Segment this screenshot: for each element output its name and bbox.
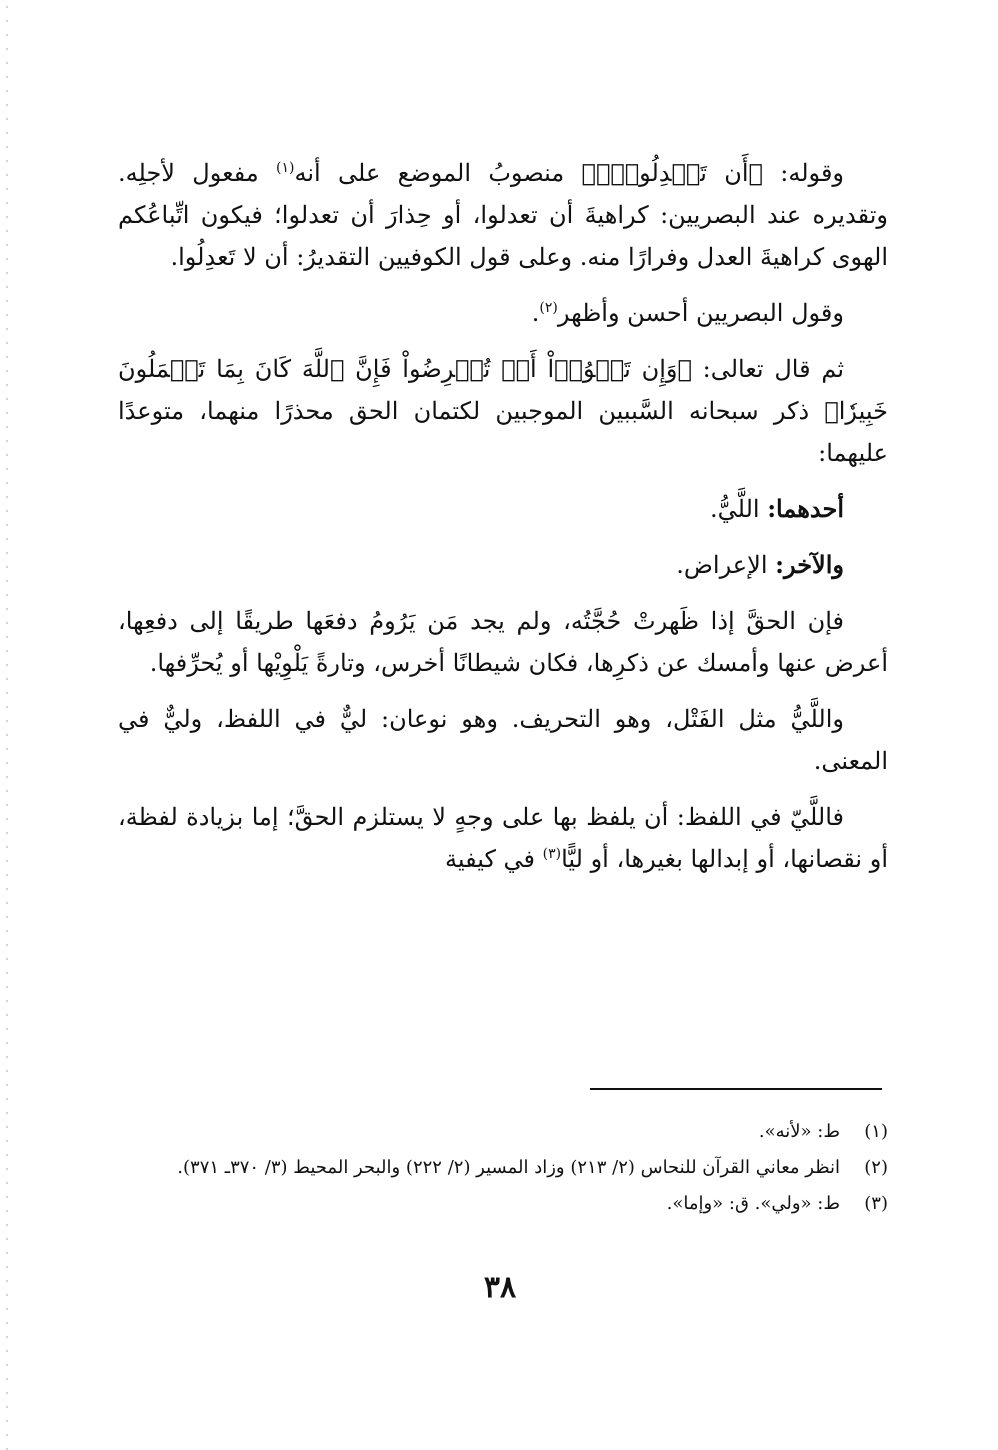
footnote-3 [118, 1188, 888, 1220]
paragraph-1-end: مفعول لأجلِه. وتقديره عند البصريين: كراهيةَ أن تعدلوا، أو حِذارَ أن تعدلوا؛ فيكون اتِّباعُكم الهوى كراهيةَ العدل وفرارًا منه. وعلى قول الكوفيين التقديرُ: أن لا تَعدِلُوا. [118, 159, 888, 271]
footnote-ref-2[interactable]: (٢) [539, 300, 558, 316]
paragraph-2-end: . [531, 299, 540, 327]
paragraph-8-end: في كيفية [444, 845, 543, 873]
footnote-2-number: (٢) [864, 1157, 888, 1178]
paragraph-7: واللَّيُّ مثل الفَتْل، وهو التحريف. وهو نوعان: ليٌّ في اللفظ، وليٌّ في المعنى. [118, 705, 888, 775]
paragraph-4-rest: اللَّيُّ. [710, 495, 768, 523]
paragraph-5-rest: الإعراض. [676, 551, 776, 579]
page-number: ٣٨ [483, 1270, 517, 1305]
paragraph-4 [118, 488, 888, 530]
paragraph-1-start: وقوله: ﴿أَن تَعۡدِلُواْۚ﴾ منصوبُ الموضع على أنه [294, 159, 844, 187]
footnote-1 [118, 1116, 888, 1148]
footnote-2 [118, 1152, 888, 1184]
paragraph-5-lead: والآخر: [775, 550, 844, 579]
paragraph-6: فإن الحقَّ إذا ظَهرتْ حُجَّتُه، ولم يجد مَن يَرُومُ دفعَها طريقًا إلى دفعِها، أعرض عنها وأمسك عن ذكرِها، فكان شيطانًا أخرس، وتارةً يَلْوِيْها أو يُحرِّفها. [118, 607, 888, 677]
footnotes [118, 1116, 888, 1224]
paragraph-3: ثم قال تعالى: ﴿وَإِن تَلۡوُۥٓاْ أَوۡ تُعۡرِضُواْ فَإِنَّ ٱللَّهَ كَانَ بِمَا تَعۡمَلُونَ خَبِيرٗا﴾ ذكر سبحانه السَّببين الموجبين لكتمان الحق محذرًا منهما، متوعدًا عليهما: [118, 355, 888, 467]
footnote-1-text: ط: «لأنه». [758, 1121, 840, 1142]
footnote-3-text: ط: «ولي». ق: «وإما». [666, 1193, 840, 1214]
footnote-1-number: (١) [864, 1121, 888, 1142]
footnote-3-number: (٣) [864, 1193, 888, 1214]
footnote-divider [590, 1088, 882, 1090]
paragraph-4-lead: أحدهما: [767, 494, 844, 523]
paragraph-2 [118, 292, 888, 334]
paragraph-8 [118, 796, 888, 880]
paragraph-2-start: وقول البصريين أحسن وأظهر [557, 299, 844, 327]
page-body [118, 152, 888, 894]
footnote-ref-1[interactable]: (١) [276, 160, 295, 176]
scan-artifact [6, 0, 8, 1450]
footnote-2-text: انظر معاني القرآن للنحاس (٢/ ٢١٣) وزاد المسير (٢/ ٢٢٢) والبحر المحيط (٣/ ٣٧٠ـ ٣٧١). [177, 1157, 840, 1178]
paragraph-5 [118, 544, 888, 586]
paragraph-8-start: فاللَّيّ في اللفظ: أن يلفظ بها على وجهٍ لا يستلزم الحقَّ؛ إما بزيادة لفظة، أو نقصانها، أو إبدالها بغيرها، أو ليًّا [118, 803, 888, 873]
footnote-ref-3[interactable]: (٣) [542, 846, 562, 862]
paragraph-1 [118, 152, 888, 278]
